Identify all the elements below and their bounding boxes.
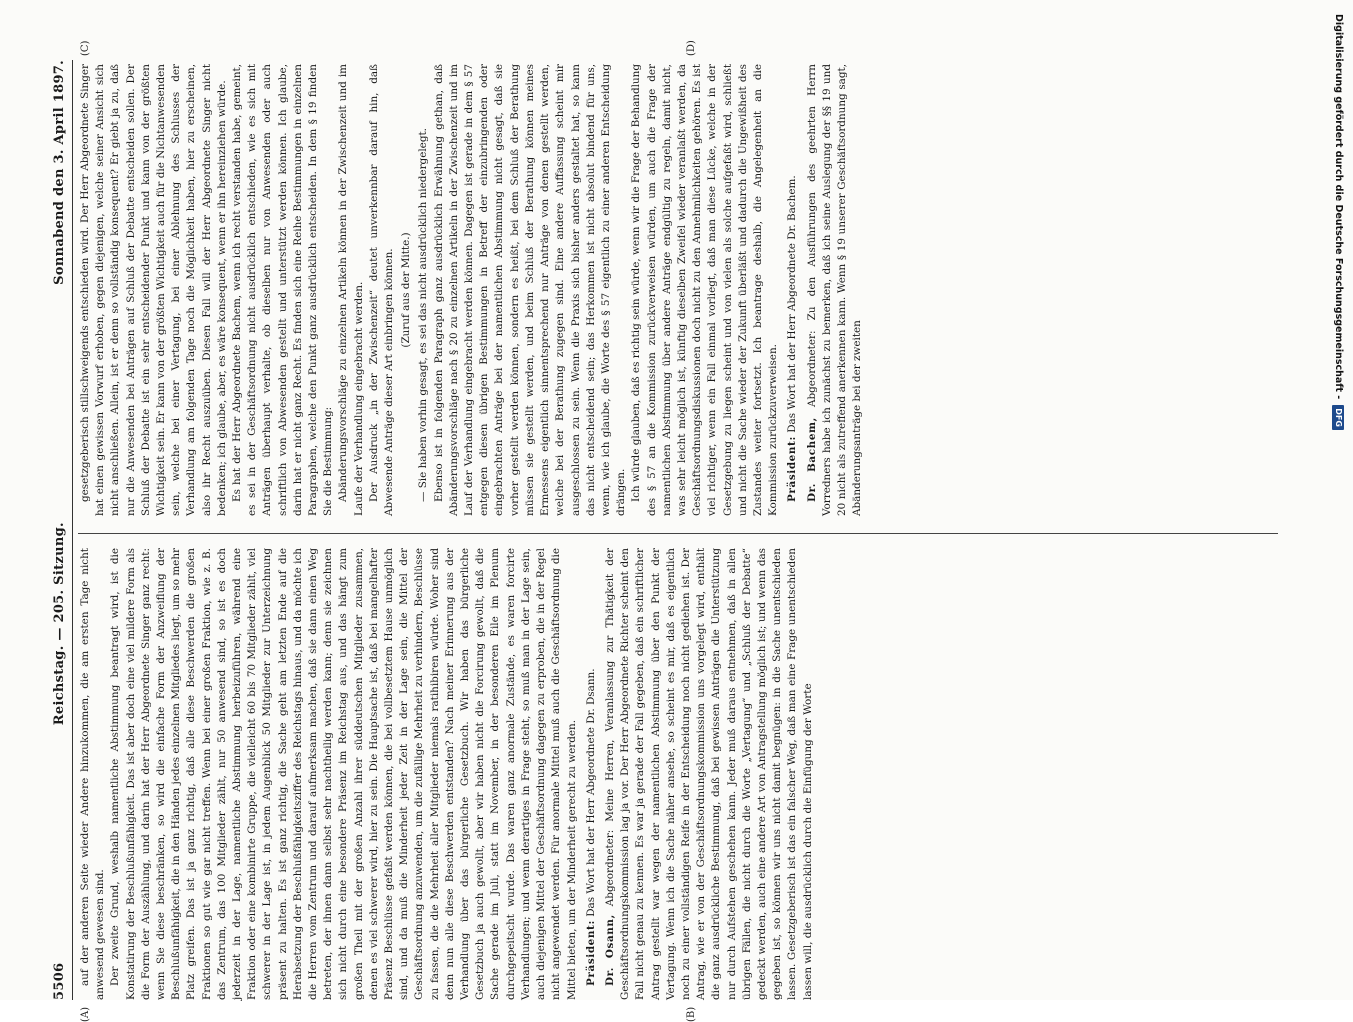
dfg-logo: DFG	[1332, 405, 1344, 430]
margin-marker-a: (A)	[80, 1006, 91, 1022]
paragraph-text: gesetzgeberisch stillschweigends entschieden wird. Der Herr Abgeordnete Singer hat einen gewissen Vorwurf erhoben, gegen diejenigen, welche seiner Ansicht sich nicht anschließen. Allein, ist er denn so vollständig konsequent? Er giebt ja zu, daß nur die Anwesenden bei Anträgen auf Schluß der Debatte entscheiden sollen. Der Schluß der Debatte ist ein sehr entscheidender Punkt und kann von der größten Wichtigkeit sein. Er kann von der größten Wichtigkeit auch für die Nichtanwesenden sein, welche bei einer Vertagung, bei einer Ablehnung des Schlusses der Verhandlung am folgenden Tage noch die Möglichkeit haben, hier zu erscheinen, also ihr Recht auszuüben. Diesen Fall will der Herr Abgeordnete Singer nicht bedenken; ich glaube, aber, es wäre konsequent, wenn er ihn hereinziehen würde.	[79, 64, 228, 516]
text-paragraph	[399, 64, 414, 516]
text-paragraph	[78, 548, 108, 1000]
text-paragraph	[629, 64, 781, 516]
margin-marker-b: (B)	[686, 1006, 697, 1022]
margin-marker-c: (C)	[80, 40, 91, 56]
paragraph-text: (Zuruf aus der Mitte.)	[400, 232, 413, 348]
paragraph-text: Es hat der Herr Abgeordnete Bachem, wenn ich recht verstanden habe, gemeint, es sei in der Geschäftsordnung nicht ausdrücklich entschieden, wie es sich mit Anträgen überhaupt verhalte, ob dieselben nur von Anwesenden oder auch schriftlich von Abwesenden gestellt und unterstützt werden können. Ich glaube, darin hat er nicht ganz Recht. Es finden sich eine Reihe Bestimmungen in einzelnen Paragraphen, welche den Punkt ganz ausdrücklich entscheiden. In dem § 19 finden Sie die Bestimmung:	[231, 64, 335, 516]
margin-marker-d: (D)	[686, 40, 697, 56]
speaker-paragraph	[603, 548, 816, 1000]
paragraph-text: Abänderungsvorschläge zu einzelnen Artikeln können in der Zwischenzeit und im Laufe der Verhandlung eingebracht werden.	[337, 64, 365, 516]
text-paragraph	[108, 548, 579, 1000]
speaker-paragraph	[785, 64, 800, 516]
left-text-column	[78, 548, 1283, 1000]
credit-text: Digitalisierung gefördert durch die Deutsche Forschungsgemeinschaft -	[1333, 14, 1344, 400]
paragraph-text: Ich würde glauben, daß es richtig sein würde, wenn wir die Frage der Behandlung des § 57 an die Kommission zurückverweisen würden, um auch die Frage der namentlichen Abstimmung über andere Anträge endgültig zu regeln, damit nicht, was sehr leicht möglich ist, künftig dieselben Zweifel wieder veranlaßt werden, da Geschäftsordnungsdiskussionen doch nicht zu den Annehmlichkeiten gehören. Es ist viel richtiger, wenn ein Fall einmal vorliegt, daß man diese Lücke, welche in der Gesetzgebung zu liegen scheint und von vielen als solche aufgefaßt wird, schließt und nicht die Sache wieder der Zukunft überläßt und dadurch die Ungewißheit des Zustandes weiter fortsetzt. Ich beantrage deshalb, die Angelegenheit an die Kommission zurückzuverweisen.	[630, 64, 780, 516]
paragraph-text: Das Wort hat der Herr Abgeordnete Dr. Dsann.	[584, 668, 597, 917]
page-number: 5506	[51, 962, 67, 1000]
header-left-title: Reichstag. — 205. Sitzung.	[51, 522, 67, 726]
paragraph-text: Abgeordneter: Zu den Ausführungen des geehrten Herrn Vorredners habe ich zunächst zu bemerken, daß ich seine Auslegung der §§ 19 und 20 nicht als zutreffend anerkennen kann. Wenn § 19 unserer Geschäftsordnung sagt, Abänderungsanträge bei der zweiten	[805, 64, 864, 516]
paragraph-text: Der zweite Grund, weshalb namentliche Abstimmung beantragt wird, ist die Konstatirung der Beschlußunfähigkeit. Das ist aber doch eine viel mildere Form als die Form der Auszählung, und darin hat der Herr Abgeordnete Singer ganz recht: wenn Sie diese beschränken, so wird die einfache Form der Anzweiflung der Beschlußunfähigkeit, die in den Händen jedes einzelnen Mitgliedes liegt, um so mehr Platz greifen. Das ist ja ganz richtig, daß alle diese Beschwerden die großen Fraktionen so gut wie gar nicht treffen. Wenn bei einer großen Fraktion, wie z. B. das Zentrum, das 100 Mitglieder zählt, nur 50 anwesend sind, so ist es doch jederzeit in der Lage, namentliche Abstimmung herbeizuführen, während eine Fraktion oder eine kombinirte Gruppe, die vielleicht 60 bis 70 Mitglieder zählt, viel schwerer in der Lage ist, in jedem Augenblick 50 Mitglieder zur Unterzeichnung präsent zu halten. Es ist ganz richtig, die Sache geht am letzten Ende auf die Herabsetzung der Beschlußfähigkeitsziffer des Reichstags hinaus, und da möchte ich die Herren vom Zentrum und darauf aufmerksam machen, daß sie dann einen Weg betreten, der ihnen dann selbst sehr nachtheilig werden kann; denn sie zeichnen sich nicht durch eine besondere Präsenz im Reichstag aus, und das hängt zum großen Theil mit der großen Anzahl ihrer süddeutschen Mitglieder zusammen, denen es viel schwerer wird, hier zu sein. Die Hauptsache ist, daß bei mangelhafter Präsenz Beschlüsse gefaßt werden können, die bei vollbesetztem Hause unmöglich sind, und da muß die Minderheit jeder Zeit in der Lage sein, die Mittel der Geschäftsordnung anzuwenden, um die zufällige Mehrheit zu verhindern, Beschlüsse zu fassen, die die Mehrheit aller Mitglieder niemals ratihibiren würde. Woher sind denn nun alle diese Beschwerden entstanden? Nach meiner Erinnerung aus der Verhandlung über das bürgerliche Gesetzbuch. Wir haben das bürgerliche Gesetzbuch ja auch gewollt, aber wir haben nicht die Forcirung gewollt, daß die Sache gerade im Juli, statt im November, in der besonderen Eile im Plenum durchgepeitscht wurde. Das waren ganz anormale Zustände, es waren forcirte Verhandlungen; und wenn derartiges in Frage steht, so muß man in der Lage sein, auch diejenigen Mittel der Geschäftsordnung dagegen zu erproben, die in der Regel nicht angewendet werden. Für anormale Mittel muß auch die Geschäftsordnung die Mittel bieten, um der Minderheit gerecht zu werden.	[109, 548, 578, 1000]
text-paragraph	[416, 64, 431, 516]
digitization-credit	[1329, 14, 1347, 994]
text-paragraph	[432, 64, 630, 516]
column-divider	[78, 533, 1278, 534]
speaker-name: Präsident:	[786, 436, 799, 502]
paragraph-text: auf der anderen Seite wieder Andere hinzukommen, die am ersten Tage nicht anwesend gewesen sind.	[79, 548, 107, 1000]
speaker-name: Präsident:	[584, 920, 597, 986]
running-header	[46, 60, 73, 1000]
rotated-newspaper-sheet	[46, 40, 1294, 1022]
paragraph-text: Der Ausdruck „in der Zwischenzeit“ deutet unverkennbar darauf hin, daß Abwesende Anträge dieser Art einbringen können.	[367, 64, 396, 516]
paragraph-text: Das Wort hat der Herr Abgeordnete Dr. Bachem.	[786, 175, 799, 433]
paragraph-text: Ebenso ist in folgenden Paragraph ganz ausdrücklich Erwähnung gethan, daß Abänderungsvorschläge nach § 20 zu einzelnen Artikeln in der Zwischenzeit und im Lauf der Verhandlung eingebracht werden können. Dagegen ist gerade in dem § 57 entgegen diesen übrigen Bestimmungen in Betreff der einzubringenden oder eingebrachten Anträge bei der namentlichen Abstimmung nicht gesagt, daß sie vorher gestellt werden können, sondern es heißt, bei dem Schluß der Berathung müssen sie gestellt werden, und beim Schluß der Berathung können meines Ermessens eigentlich sinnentsprechend nur Anträge von denen gestellt werden, welche bei der Berathung zugegen sind. Eine andere Auffassung scheint mir ausgeschlossen zu sein. Wenn die Praxis sich bisher anders gestaltet hat, so kann das nicht entscheidend sein; das Herkommen ist nicht absolut bindend für uns, wenn, wie ich glaube, die Worte des § 57 eigentlich zu einer anderen Entscheidung drängen.	[432, 64, 628, 516]
header-right-date: Sonnabend den 3. April 1897.	[51, 60, 67, 285]
paragraph-text: Abgeordneter: Meine Herren, Veranlassung zur Thätigkeit der Geschäftsordnungskommission lag ja vor. Der Herr Abgeordnete Richter scheint den Fall nicht genau zu kennen. Es war ja gerade der Fall gegeben, daß ein schriftlicher Antrag gestellt war wegen der namentlichen Abstimmung über den Punkt der Vertagung. Wenn ich die Sache näher ansehe, so scheint es mir, daß es eigentlich noch zu einer vollständigen Reife in der Entscheidung noch nicht gediehen ist. Der Antrag, wie er von der Geschäftsordnungskommission uns vorgelegt wird, enthält die ganz ausdrückliche Bestimmung, daß bei gewissen Anträgen die Unterstützung nur durch Aufstehen geschehen kann. Jeder muß daraus entnehmen, daß in allen übrigen Fällen, die nicht durch die Worte „Vertagung“ und „Schluß der Debatte“ gedeckt werden, auch eine andere Art von Antragstellung möglich ist; und wenn das gegeben ist, so können wir uns nicht damit begnügen: in die Sache unentschieden lassen. Gesetzgeberisch ist das ein falscher Weg, daß man eine Frage unentschieden lassen will, die ausdrücklich durch die Einfügung der Worte	[603, 548, 814, 1000]
text-paragraph	[367, 64, 397, 516]
speaker-paragraph	[584, 548, 599, 1000]
text-paragraph	[336, 64, 366, 516]
paragraph-text: — Sie haben vorhin gesagt, es sei das nicht ausdrücklich niedergelegt.	[417, 128, 430, 502]
speaker-name: Dr. Osann,	[603, 914, 616, 986]
text-paragraph	[230, 64, 336, 516]
text-paragraph	[78, 64, 230, 516]
right-text-column	[78, 64, 1283, 516]
speaker-name: Dr. Bachem,	[805, 417, 818, 502]
speaker-paragraph	[805, 64, 866, 516]
